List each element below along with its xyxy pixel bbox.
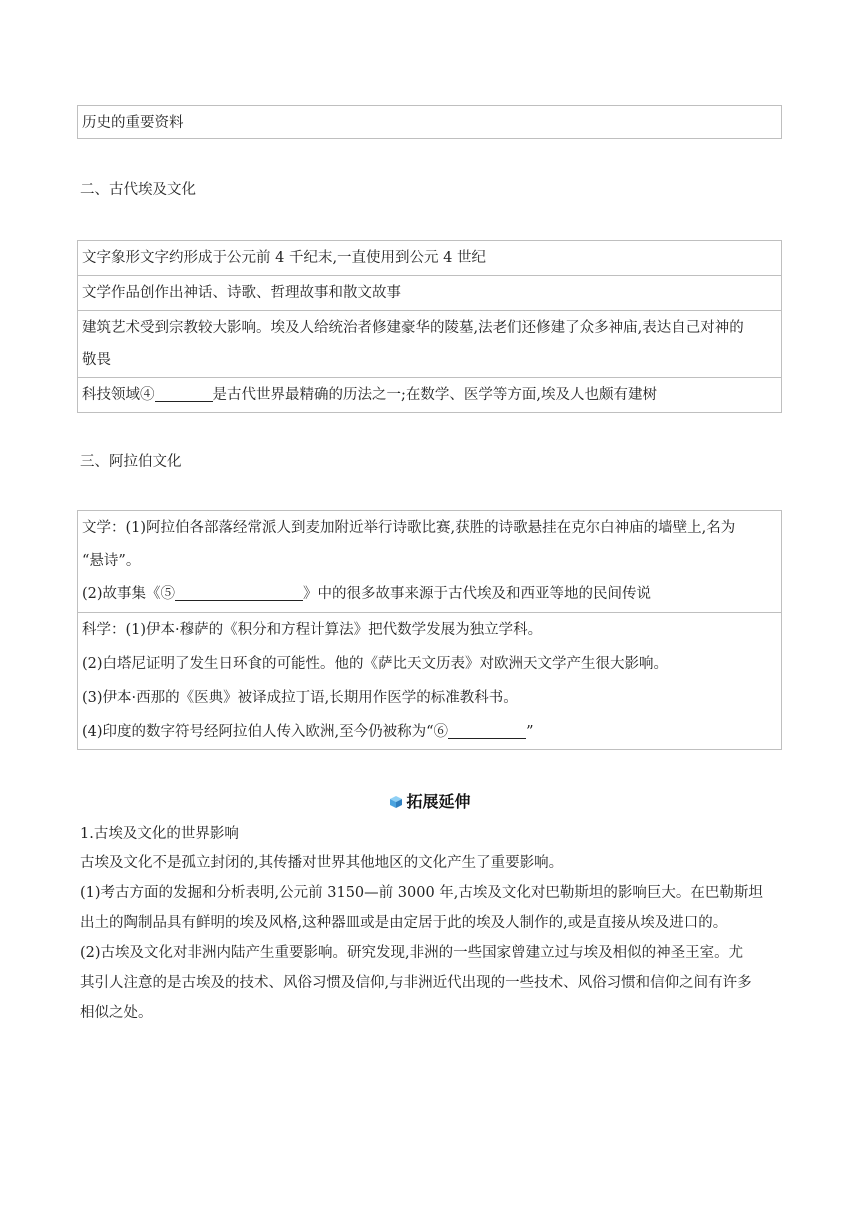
arab-lit-line1: 文学：(1)阿拉伯各部落经常派人到麦加附近举行诗歌比赛,获胜的诗歌悬挂在克尔白神庙的墙壁上,名为 — [82, 520, 736, 536]
arab-row-science — [78, 612, 781, 749]
cube-icon — [389, 795, 403, 809]
arab-row-literature — [78, 511, 781, 612]
arab-lit-line2: “悬诗”。 — [82, 553, 141, 569]
blank-4[interactable] — [155, 383, 213, 402]
history-box — [77, 105, 782, 139]
arab-sci-line4-prefix: (4)印度的数字符号经阿拉伯人传入欧洲,至今仍被称为“⑥ — [82, 724, 449, 740]
arab-lit-line3-prefix: (2)故事集《⑤ — [82, 586, 176, 602]
extension-p1: 古埃及文化不是孤立封闭的,其传播对世界其他地区的文化产生了重要影响。 — [80, 855, 564, 871]
extension-p2-line2: 出土的陶制品具有鲜明的埃及风格,这种器皿或是由定居于此的埃及人制作的,或是直接从埃及进口的。 — [80, 915, 728, 931]
arab-sci-line2: (2)白塔尼证明了发生日环食的可能性。他的《萨比天文历表》对欧洲天文学产生很大影响。 — [82, 656, 669, 672]
egypt-row-writing: 文字象形文字约形成于公元前 4 千纪末,一直使用到公元 4 世纪 — [82, 250, 486, 266]
arab-sci-line1: 科学：(1)伊本·穆萨的《积分和方程计算法》把代数学发展为独立学科。 — [82, 622, 543, 638]
egypt-row-architecture-line1: 建筑艺术受到宗教较大影响。埃及人给统治者修建豪华的陵墓,法老们还修建了众多神庙,表达自己对神的 — [82, 320, 744, 336]
extension-title — [0, 789, 860, 812]
arab-lit-line3 — [82, 578, 777, 611]
egypt-row-architecture — [78, 310, 781, 377]
extension-p3-line3: 相似之处。 — [80, 1005, 153, 1021]
egypt-row-science — [78, 377, 781, 412]
egypt-row-architecture-line2: 敬畏 — [82, 352, 111, 368]
blank-6[interactable] — [448, 720, 526, 739]
extension-p3-line2: 其引人注意的是古埃及的技术、风俗习惯及信仰,与非洲近代出现的一些技术、风俗习惯和信仰之间有许多 — [80, 975, 752, 991]
history-box-text: 历史的重要资料 — [82, 115, 184, 131]
arab-table — [77, 510, 782, 750]
extension-p2-line1: (1)考古方面的发掘和分析表明,公元前 3150—前 3000 年,古埃及文化对巴勒斯坦的影响巨大。在巴勒斯坦 — [80, 885, 763, 901]
egypt-science-suffix: 是古代世界最精确的历法之一;在数学、医学等方面,埃及人也颇有建树 — [212, 387, 657, 403]
section-heading-arab: 三、阿拉伯文化 — [80, 454, 182, 470]
extension-body — [80, 820, 785, 1028]
egypt-row-literature: 文学作品创作出神话、诗歌、哲理故事和散文故事 — [78, 275, 781, 310]
extension-p3-line1: (2)古埃及文化对非洲内陆产生重要影响。研究发现,非洲的一些国家曾建立过与埃及相似的神圣王室。尤 — [80, 945, 744, 961]
arab-sci-line4-suffix: ” — [526, 724, 534, 740]
egypt-table — [77, 240, 782, 413]
arab-sci-line4 — [82, 715, 777, 749]
blank-5[interactable] — [175, 582, 303, 601]
extension-title-text: 拓展延伸 — [406, 792, 471, 811]
arab-lit-line3-suffix: 》中的很多故事来源于古代埃及和西亚等地的民间传说 — [303, 586, 652, 602]
arab-sci-line3: (3)伊本·西那的《医典》被译成拉丁语,长期用作医学的标准教科书。 — [82, 690, 518, 706]
egypt-science-prefix: 科技领域④ — [82, 387, 155, 403]
extension-item1-title: 1.古埃及文化的世界影响 — [80, 826, 239, 842]
section-heading-egypt: 二、古代埃及文化 — [80, 182, 196, 198]
